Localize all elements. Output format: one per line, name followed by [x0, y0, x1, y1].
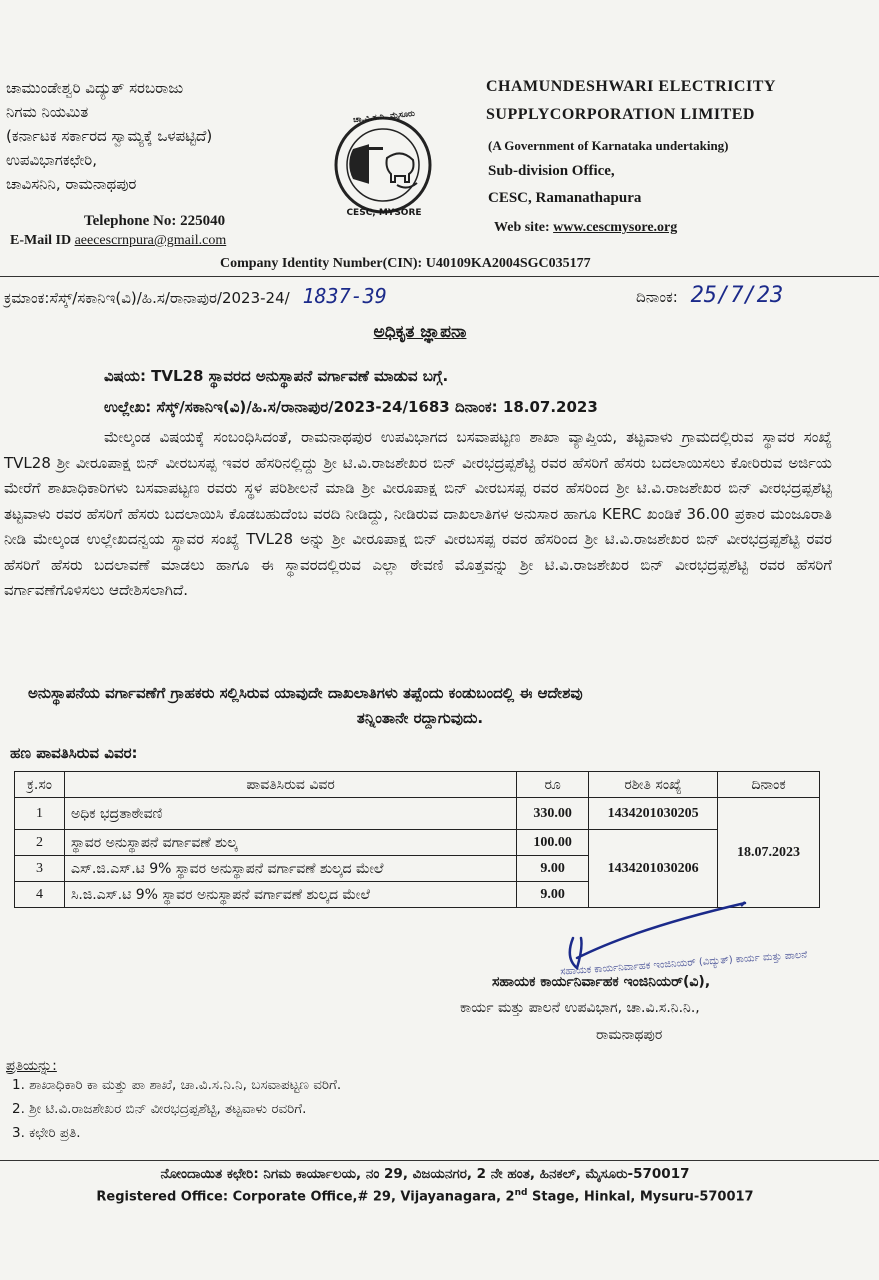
list-item: 2. ಶ್ರೀ ಟಿ.ವಿ.ರಾಜಶೇಖರ ಬಿನ್ ವೀರಭದ್ರಪ್ಪಶೆಟ್ಟಿ, ತಟ್ಟವಾಳು ರವರಿಗೆ.	[12, 1101, 307, 1117]
row-amount: 9.00	[517, 882, 589, 908]
footer-english-part1: Registered Office: Corporate Office,# 29, Vijayanagara, 2	[96, 1189, 515, 1205]
reference-number-label: ಕ್ರಮಾಂಕ:ಸೆಸ್ಕ್/ಸಕಾನಿಇ(ವಿ)/ಹಿ.ಸ/ರಾನಾಪುರ/2023-24/	[4, 289, 290, 307]
footer-english	[0, 1188, 850, 1204]
payment-table	[14, 771, 820, 908]
signatory-office: ಕಾರ್ಯ ಮತ್ತು ಪಾಲನೆ ಉಪವಿಭಾಗ, ಚಾ.ವಿ.ಸ.ನಿ.ನಿ.,	[460, 1000, 700, 1016]
website-label: Web site:	[494, 220, 550, 235]
warning-line1: ಅನುಸ್ಥಾಪನೆಯ ವರ್ಗಾವಣೆಗೆ ಗ್ರಾಹಕರು ಸಲ್ಲಿಸಿರುವ ಯಾವುದೇ ದಾಖಲಾತಿಗಳು ತಪ್ಪೆಂದು ಕಂಡುಬಂದಲ್ಲಿ ಈ ಆದೇಶವು	[28, 684, 583, 702]
signatory-designation: ಸಹಾಯಕ ಕಾರ್ಯನಿರ್ವಾಹಕ ಇಂಜಿನಿಯರ್(ವಿ),	[492, 974, 711, 990]
cin-number: Company Identity Number(CIN): U40109KA2004SGC035177	[220, 256, 591, 271]
footer-kannada: ನೋಂದಾಯಿತ ಕಛೇರಿ: ನಿಗಮ ಕಾರ್ಯಾಲಯ, ನಂ 29, ವಿಜಯನಗರ, 2 ನೇ ಹಂತ, ಹಿನಕಲ್, ಮೈಸೂರು-570017	[160, 1166, 690, 1182]
email-label: E-Mail ID	[10, 233, 72, 248]
column-header: ಪಾವತಿಸಿರುವ ವಿವರ	[64, 772, 516, 798]
row-serial: 2	[15, 830, 65, 856]
logo-bottom-text: CESC, MYSORE	[346, 208, 422, 218]
memo-title: ಅಧಿಕೃತ ಜ್ಞಾಪನಾ	[373, 322, 467, 342]
list-item: 1. ಶಾಖಾಧಿಕಾರಿ ಕಾ ಮತ್ತು ಪಾ ಶಾಖೆ, ಚಾ.ವಿ.ಸ.ನಿ.ನಿ, ಬಸವಾಪಟ್ಟಣ ವರಿಗೆ.	[12, 1077, 342, 1093]
government-undertaking: (A Government of Karnataka undertaking)	[488, 138, 729, 153]
email-link[interactable]: aeecescrnpura@gmail.com	[74, 233, 227, 248]
office-stamp: ಸಹಾಯಕ ಕಾರ್ಯನಿರ್ವಾಹಕ ಇಂಜಿನಿಯರ್ (ವಿದ್ಯುತ್) ಕಾರ್ಯ ಮತ್ತು ಪಾಲನೆ	[559, 949, 808, 978]
reference-date-label: ದಿನಾಂಕ:	[636, 288, 678, 306]
reference-date-handwritten: 25/7/23	[690, 283, 784, 308]
letterhead-kannada	[6, 76, 306, 196]
receipt-number: 1434201030206	[589, 830, 718, 908]
row-serial: 4	[15, 882, 65, 908]
row-amount: 100.00	[517, 830, 589, 856]
row-description: ಸ್ಥಾವರ ಅನುಸ್ಥಾಪನೆ ವರ್ಗಾವಣೆ ಶುಲ್ಕ	[64, 830, 516, 856]
logo-top-text: ಚಾ.ವಿ.ಸ.ನಿ. ಮೈಸೂರು	[352, 108, 416, 125]
table-row	[15, 830, 820, 856]
list-item: 3. ಕಛೇರಿ ಪ್ರತಿ.	[12, 1125, 81, 1141]
cesc-logo	[331, 113, 435, 217]
website-line	[494, 220, 677, 236]
letterhead-kn-line: ನಿಗಮ ನಿಯಮಿತ	[6, 103, 89, 121]
column-header: ರೂ	[517, 772, 589, 798]
row-serial: 1	[15, 798, 65, 830]
row-amount: 9.00	[517, 856, 589, 882]
row-amount: 330.00	[517, 798, 589, 830]
column-header: ರಶೀತಿ ಸಂಖ್ಯೆ	[589, 772, 718, 798]
letterhead-kn-line: ಉಪವಿಭಾಗಕಛೇರಿ,	[6, 151, 97, 169]
receipt-number: 1434201030205	[589, 798, 718, 830]
company-name-line2: SUPPLYCORPORATION LIMITED	[486, 106, 755, 123]
footer-divider	[0, 1160, 879, 1161]
reference-number-handwritten: 1837-39	[302, 284, 387, 308]
email-line	[10, 233, 226, 249]
payment-heading: ಹಣ ಪಾವತಿಸಿರುವ ವಿವರ:	[10, 744, 138, 762]
row-description: ಸಿ.ಜಿ.ಎಸ್.ಟಿ 9% ಸ್ಥಾವರ ಅನುಸ್ಥಾಪನೆ ವರ್ಗಾವಣೆ ಶುಲ್ಕದ ಮೇಲೆ	[64, 882, 516, 908]
copies-heading: ಪ್ರತಿಯನ್ನು:	[6, 1058, 57, 1074]
column-header: ದಿನಾಂಕ	[718, 772, 820, 798]
copies-list	[12, 1073, 341, 1145]
reference-line: ಉಲ್ಲೇಖ: ಸೆಸ್ಕ್/ಸಕಾನಿಇ(ವಿ)/ಹಿ.ಸ/ರಾನಾಪುರ/2023-24/1683 ದಿನಾಂಕ: 18.07.2023	[104, 398, 598, 416]
warning-line2: ತನ್ನಿಂತಾನೇ ರದ್ದಾಗುವುದು.	[356, 709, 484, 727]
footer-english-part2: Stage, Hinkal, Mysuru-570017	[527, 1189, 754, 1205]
office-place: CESC, Ramanathapura	[488, 190, 642, 206]
company-name-line1: CHAMUNDESHWARI ELECTRICITY	[486, 78, 776, 95]
payment-date: 18.07.2023	[718, 798, 820, 908]
letterhead-kn-line: ಚಾವಿಸನಿನಿ, ರಾಮನಾಥಪುರ	[6, 175, 137, 193]
letterhead-kn-line: (ಕರ್ನಾಟಕ ಸರ್ಕಾರದ ಸ್ವಾಮ್ಯಕ್ಕೆ ಒಳಪಟ್ಟಿದೆ)	[6, 127, 213, 145]
reference-number	[4, 284, 387, 310]
website-link[interactable]: www.cescmysore.org	[553, 220, 678, 235]
footer-ordinal: nd	[514, 1188, 528, 1198]
letterhead-kn-line: ಚಾಮುಂಡೇಶ್ವರಿ ವಿದ್ಯುತ್ ಸರಬರಾಜು	[6, 79, 184, 97]
table-header-row	[15, 772, 820, 798]
row-description: ಎಸ್.ಜಿ.ಎಸ್.ಟಿ 9% ಸ್ಥಾವರ ಅನುಸ್ಥಾಪನೆ ವರ್ಗಾವಣೆ ಶುಲ್ಕದ ಮೇಲೆ	[64, 856, 516, 882]
column-header: ಕ್ರ.ಸಂ	[15, 772, 65, 798]
header-divider	[0, 276, 879, 277]
table-row	[15, 798, 820, 830]
row-serial: 3	[15, 856, 65, 882]
reference-date	[636, 284, 783, 309]
telephone: Telephone No: 225040	[84, 213, 226, 229]
memo-body: ಮೇಲ್ಕಂಡ ವಿಷಯಕ್ಕೆ ಸಂಬಂಧಿಸಿದಂತೆ, ರಾಮನಾಥಪುರ ಉಪವಿಭಾಗದ ಬಸವಾಪಟ್ಟಣ ಶಾಖಾ ವ್ಯಾಪ್ತಿಯ, ತಟ್ಟವಾಳು ಗ್ರಾಮದಲ್ಲಿರುವ ಸ್ಥಾವರ ಸಂಖ್ಯೆ TVL28 ಶ್ರೀ ವೀರೂಪಾಕ್ಷ ಬಿನ್ ವೀರಬಸಪ್ಪ ಇವರ ಹೆಸರಿನಲ್ಲಿದ್ದು ಶ್ರೀ ಟಿ.ವಿ.ರಾಜಶೇಖರ ಬಿನ್ ವೀರಭದ್ರಪ್ಪಶೆಟ್ಟಿ ರವರ ಹೆಸರಿಗೆ ಹೆಸರು ಬದಲಾಯಿಸಲು ಕೋರಿರುವ ಅರ್ಜಿಯ ಮೇರೆಗೆ ಶಾಖಾಧಿಕಾರಿಗಳು ಬಸವಾಪಟ್ಟಣ ರವರು ಸ್ಥಳ ಪರಿಶೀಲನೆ ಮಾಡಿ ಶ್ರೀ ವೀರೂಪಾಕ್ಷ ಬಿನ್ ವೀರಬಸಪ್ಪ ರವರ ಹೆಸರಿಂದ ಶ್ರೀ ಟಿ.ವಿ.ರಾಜಶೇಖರ ಬಿನ್ ವೀರಭದ್ರಪ್ಪಶೆಟ್ಟಿ ತಟ್ಟವಾಳು ರವರ ಹೆಸರಿಗೆ ಹೆಸರು ಬದಲಾಯಿಸಿ ಕೊಡಬಹುದೆಂಬ ವರದಿ ನೀಡಿದ್ದು, ನೀಡಿರುವ ದಾಖಲಾತಿಗಳ ಅನುಸಾರ ಹಾಗೂ KERC ಖಂಡಿಕೆ 36.00 ಪ್ರಕಾರ ಮಂಜೂರಾತಿ ನೀಡಿ ಮೇಲ್ಕಂಡ ಉಲ್ಲೇಖದನ್ವಯ ಸ್ಥಾವರ ಸಂಖ್ಯೆ TVL28 ಅನ್ನು ಶ್ರೀ ವೀರೂಪಾಕ್ಷ ಬಿನ್ ವೀರಬಸಪ್ಪ ರವರ ಹೆಸರಿಂದ ಶ್ರೀ ಟಿ.ವಿ.ರಾಜಶೇಖರ ಬಿನ್ ವೀರಭದ್ರಪ್ಪಶೆಟ್ಟಿ ರವರ ಹೆಸರಿಗೆ ಹೆಸರು ಬದಲಾವಣೆ ಮಾಡಲು ಹಾಗೂ ಈ ಸ್ಥಾವರದಲ್ಲಿರುವ ಎಲ್ಲಾ ಠೇವಣಿ ಮೊತ್ತವನ್ನು ಶ್ರೀ ಟಿ.ವಿ.ರಾಜಶೇಖರ ಬಿನ್ ವೀರಭದ್ರಪ್ಪಶೆಟ್ಟಿ ರವರ ಹೆಸರಿಗೆ ವರ್ಗಾವಣೆಗೊಳಿಸಲು ಆದೇಶಿಸಲಾಗಿದೆ.	[4, 428, 832, 599]
signatory-place: ರಾಮನಾಥಪುರ	[596, 1027, 663, 1043]
office-name: Sub-division Office,	[488, 163, 615, 179]
subject-line: ವಿಷಯ: TVL28 ಸ್ಥಾವರದ ಅನುಸ್ಥಾಪನೆ ವರ್ಗಾವಣೆ ಮಾಡುವ ಬಗ್ಗೆ.	[104, 367, 449, 385]
row-description: ಅಧಿಕ ಭದ್ರತಾಠೇವಣಿ	[64, 798, 516, 830]
